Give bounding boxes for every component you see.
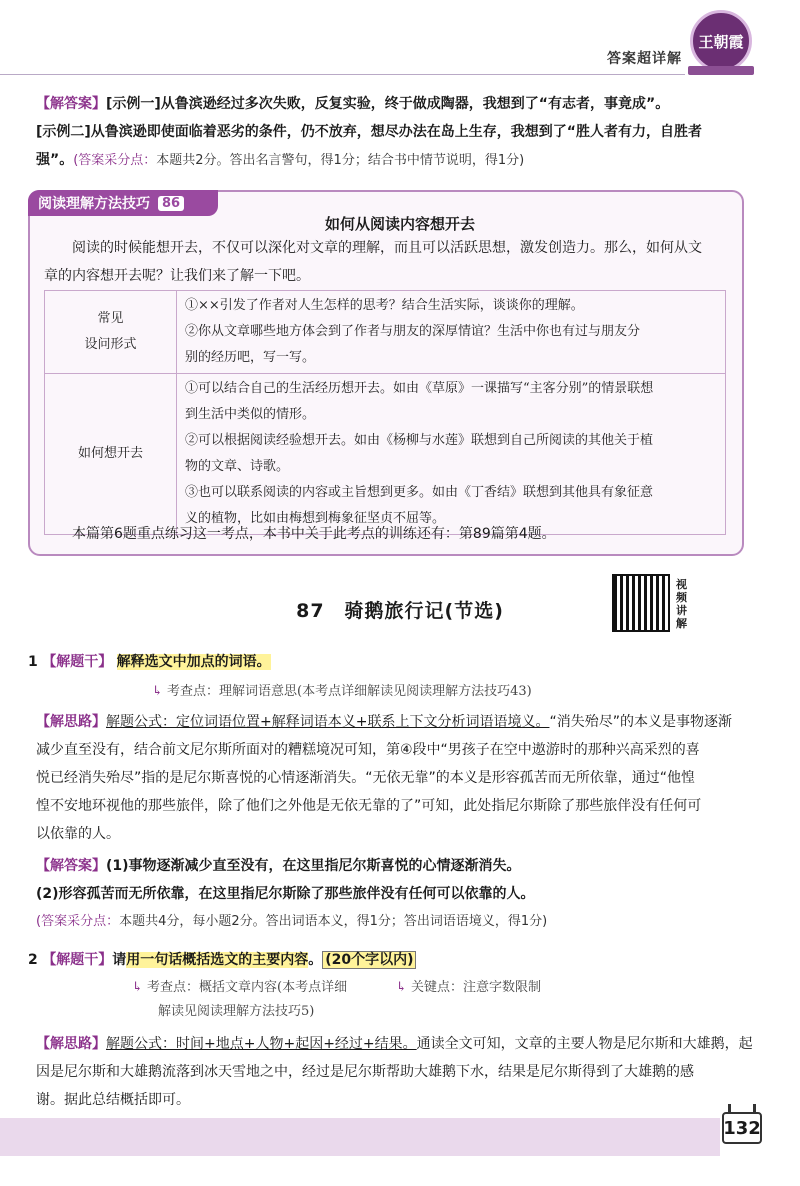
q2-note2 (396, 976, 696, 995)
method-table (44, 290, 726, 535)
q2-thinking (36, 1030, 766, 1114)
example-one: [示例一]从鲁滨逊经过多次失败，反复实验，终于做成陶器，我想到了“有志者，事竟成”。 (106, 96, 670, 112)
q2-stem (28, 946, 768, 974)
section-title: 87 骑鹅旅行记(节选) (296, 600, 504, 622)
q2-note1-line1: 考查点：概括文章内容(本考点详细 (147, 980, 348, 995)
row-head-line2: 设问形式 (84, 337, 137, 352)
method-title: 如何从阅读内容想开去 (324, 215, 475, 233)
q1-note (152, 680, 752, 699)
footer-band (0, 1118, 720, 1156)
row-head-line1: 如何想开去 (77, 446, 143, 461)
q1-thinking (36, 708, 766, 848)
row-line: ①可以结合自己的生活经历想开去。如由《草原》一课描写“主客分别”的情景联想 (185, 381, 654, 396)
think-line: “消失殆尽”的本义是事物逐渐 (549, 714, 732, 730)
q2-tag: 【解题干】 (42, 952, 113, 968)
q2-note1-line2: 解读见阅读理解方法技巧5) (158, 1004, 315, 1019)
header-title: 答案超详解 (607, 51, 682, 67)
method-footer: 本篇第6题重点练习这一考点，本书中关于此考点的训练还有：第89篇第4题。 (72, 526, 556, 542)
table-row (45, 291, 726, 374)
header-divider (0, 74, 685, 75)
row-line: 别的经历吧，写一写。 (185, 350, 316, 365)
q2-stem-limit: (20个字以内) (322, 951, 416, 969)
think-line: 悦已经消失殆尽”指的是尼尔斯喜悦的心情逐渐消失。“无依无靠”的本义是形容孤苦而无所依靠，通过“他惶 (36, 770, 696, 786)
think-line: 通读全文可知，文章的主要人物是尼尔斯和大雄鹅，起 (416, 1036, 753, 1052)
q2-note2-text: 关键点：注意字数限制 (411, 980, 542, 995)
row-head (45, 374, 177, 535)
score-tag: (答案采分点： (36, 914, 120, 929)
q1-stem-text: 解释选文中加点的词语。 (116, 654, 271, 670)
row-line: 物的文章、诗歌。 (185, 459, 290, 474)
row-line: ①××引发了作者对人生怎样的思考？结合生活实际，谈谈你的理解。 (185, 298, 584, 313)
q1-number: 1 (28, 654, 38, 670)
row-line: ②可以根据阅读经验想开去。如由《杨柳与水莲》联想到自己所阅读的其他关于植 (185, 433, 654, 448)
think-line: 以依靠的人。 (36, 826, 120, 842)
think-formula: 解题公式：定位词语位置+解释词语本义+联系上下文分析词语语境义。 (106, 714, 550, 730)
method-intro (44, 234, 734, 262)
row-head (45, 291, 177, 374)
arrow-icon: ↳ (396, 980, 407, 995)
think-tag: 【解思路】 (36, 714, 106, 730)
row-line: ②你从文章哪些地方体会到了作者与朋友的深厚情谊？生活中你也有过与朋友分 (185, 324, 641, 339)
q1-tag: 【解题干】 (42, 654, 113, 670)
score-tag: (答案采分点： (73, 153, 157, 168)
qr-code-icon[interactable] (612, 574, 670, 632)
q1-note-text: 考查点：理解词语意思(本考点详细解读见阅读理解方法技巧43) (167, 684, 532, 699)
answer-tag: 【解答案】 (36, 96, 106, 112)
arrow-icon: ↳ (152, 684, 163, 699)
q2-note1 (132, 976, 432, 1024)
think-line: 谢。据此总结概括即可。 (36, 1092, 190, 1108)
score-text: 本题共2分。答出名言警句，得1分；结合书中情节说明，得1分) (156, 153, 525, 168)
q1-stem (28, 648, 768, 676)
method-label-text: 阅读理解方法技巧 (38, 196, 150, 212)
row-head-line1: 常见 (97, 311, 124, 326)
video-label: 视频讲解 (676, 578, 687, 630)
think-tag: 【解思路】 (36, 1036, 106, 1052)
score-text: 本题共4分，每小题2分。答出词语本义，得1分；答出词语语境义，得1分) (119, 914, 548, 929)
answer-tag: 【解答案】 (36, 858, 106, 874)
method-intro-line2: 章的内容想开去呢？让我们来了解一下吧。 (44, 268, 310, 284)
q2-stem-highlight: 用一句话概括选文的主要内容 (126, 952, 309, 968)
row-line: 义的植物，比如由梅想到梅象征坚贞不屈等。 (185, 511, 446, 526)
page-number: 132 (722, 1112, 762, 1144)
arrow-icon: ↳ (132, 980, 143, 995)
row-body (177, 374, 726, 535)
think-line: 惶不安地环视他的那些旅伴，除了他们之外他是无依无靠的了”可知，此处指尼尔斯除了那些旅伴没有任何可 (36, 798, 702, 814)
think-line: 减少直至没有，结合前文尼尔斯所面对的糟糕境况可知，第④段中“男孩子在空中遨游时的那种兴高采烈的喜 (36, 742, 700, 758)
brand-logo: 王朝霞 (690, 10, 752, 72)
q2-stem-pre: 请 (112, 952, 127, 968)
row-body (177, 291, 726, 374)
think-line: 因是尼尔斯和大雄鹅流落到冰天雪地之中，经过是尼尔斯帮助大雄鹅下水，结果是尼尔斯得到了大雄鹅的感 (36, 1064, 694, 1080)
logo-ribbon (688, 66, 754, 75)
example-two-line1: [示例二]从鲁滨逊即使面临着恶劣的条件，仍不放弃，想尽办法在岛上生存，我想到了“胜人者有力，自胜者 (36, 124, 702, 140)
method-number: 86 (158, 196, 184, 211)
table-row (45, 374, 726, 535)
method-intro-line1: 阅读的时候能想开去，不仅可以深化对文章的理解，而且可以活跃思想，激发创造力。那么，如何从文 (72, 240, 702, 256)
example-two-line2: 强”。 (36, 152, 74, 168)
q1-answer (36, 852, 766, 936)
row-line: ③也可以联系阅读的内容或主旨想到更多。如由《丁香结》联想到其他具有象征意 (185, 485, 654, 500)
answer-one: (1)事物逐渐减少直至没有，在这里指尼尔斯喜悦的心情逐渐消失。 (106, 858, 521, 874)
q2-number: 2 (28, 952, 38, 968)
prev-answer (36, 90, 766, 175)
answer-two: (2)形容孤苦而无所依靠，在这里指尼尔斯除了那些旅伴没有任何可以依靠的人。 (36, 886, 535, 902)
think-formula: 解题公式：时间+地点+人物+起因+经过+结果。 (106, 1036, 417, 1052)
q2-stem-mid: 。 (308, 952, 323, 968)
row-line: 到生活中类似的情形。 (185, 407, 316, 422)
